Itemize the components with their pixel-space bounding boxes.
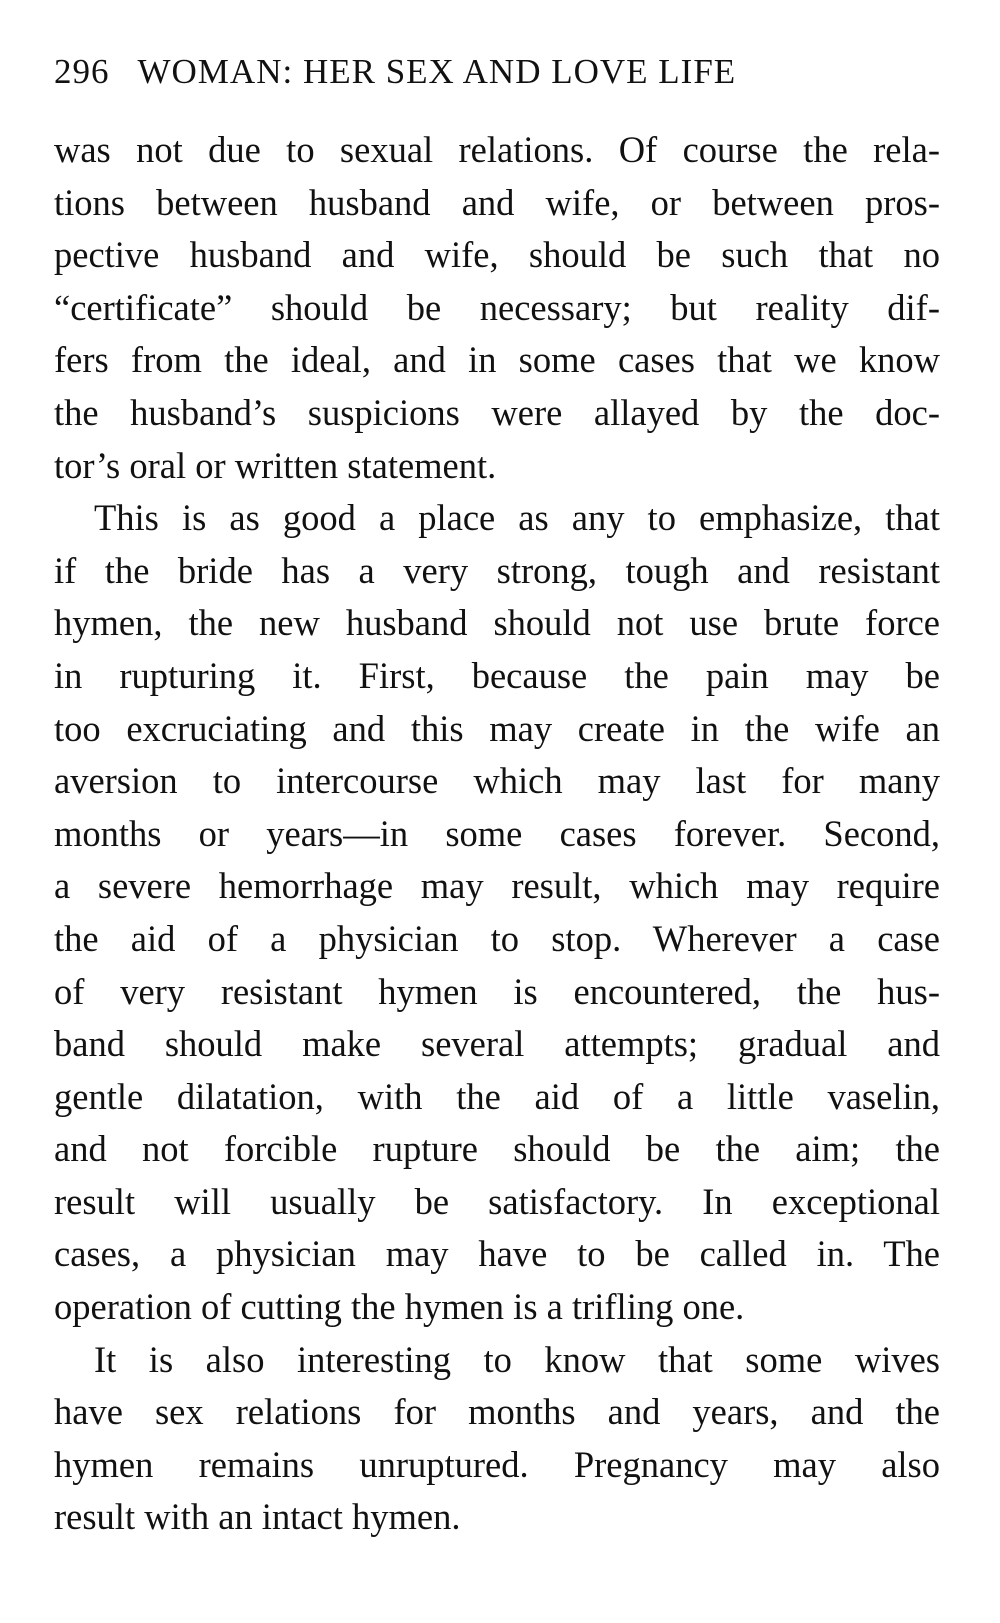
text-line: the aid of a physician to stop. Wherever a case [54, 917, 940, 959]
text-line: aversion to intercourse which may last for many [54, 760, 940, 802]
paragraph-2 [54, 492, 940, 1334]
text-line: have sex relations for months and years, and the [54, 1391, 940, 1433]
book-page [54, 52, 940, 1544]
running-head [54, 52, 940, 96]
text-line: fers from the ideal, and in some cases that we know [54, 339, 940, 381]
text-line: gentle dilatation, with the aid of a little vaselin, [54, 1075, 940, 1117]
text-line: the husband’s suspicions were allayed by the doc- [54, 391, 940, 433]
text-line: tions between husband and wife, or between pros- [54, 181, 940, 223]
text-line: This is as good a place as any to emphasize, that [94, 497, 940, 539]
text-line: pective husband and wife, should be such that no [54, 234, 940, 276]
text-line: result with an intact hymen. [54, 1496, 461, 1538]
text-line: hymen remains unruptured. Pregnancy may also [54, 1443, 940, 1485]
text-line: It is also interesting to know that some wives [94, 1338, 940, 1380]
text-line: months or years—in some cases forever. Second, [54, 812, 940, 854]
text-line: if the bride has a very strong, tough and resistant [54, 549, 940, 591]
text-line: a severe hemorrhage may result, which may require [54, 865, 940, 907]
text-line: hymen, the new husband should not use brute force [54, 602, 940, 644]
text-line: too excruciating and this may create in the wife an [54, 707, 940, 749]
text-line: and not forcible rupture should be the aim; the [54, 1128, 940, 1170]
paragraph-1 [54, 124, 940, 492]
text-line: band should make several attempts; gradual and [54, 1023, 940, 1065]
text-line: in rupturing it. First, because the pain may be [54, 654, 940, 696]
text-line: cases, a physician may have to be called in. The [54, 1233, 940, 1275]
text-line: tor’s oral or written statement. [54, 444, 497, 486]
text-line: of very resistant hymen is encountered, the hus- [54, 970, 940, 1012]
page-number: 296 [54, 52, 110, 91]
text-line: operation of cutting the hymen is a trifling one. [54, 1286, 745, 1328]
text-line: was not due to sexual relations. Of course the rela- [54, 129, 940, 170]
running-title: WOMAN: HER SEX AND LOVE LIFE [137, 52, 737, 91]
paragraph-3 [54, 1334, 940, 1544]
text-line: result will usually be satisfactory. In exceptional [54, 1180, 940, 1222]
text-line: “certificate” should be necessary; but reality dif- [54, 286, 940, 328]
